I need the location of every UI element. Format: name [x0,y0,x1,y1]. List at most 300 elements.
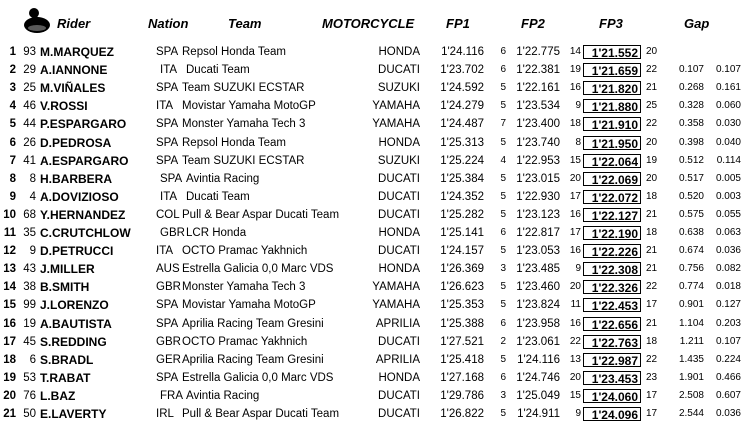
rider-number-cell: 43 [23,263,36,276]
position-cell: 17 [3,335,16,348]
rider-name-cell: H.BARBERA [40,171,112,186]
rider-name-cell: B.SMITH [40,280,90,295]
fp1-time-cell: 1'25.224 [440,154,484,167]
fp1-time-cell: 1'24.116 [441,46,484,58]
rider-number-cell: 53 [23,371,36,384]
header-fp3: FP3 [599,16,623,31]
rider-number-cell: 26 [23,136,36,149]
nation-cell: SPA [156,82,179,95]
fp2-time-cell: 1'23.460 [516,281,560,294]
table-row [0,333,745,351]
fp3-lap-cell: 20 [646,136,658,148]
fp1-time-cell: 1'25.353 [440,299,484,312]
fp1-time-cell: 1'27.521 [440,335,484,348]
fp1-time-cell: 1'25.282 [440,208,484,221]
position-cell: 9 [9,190,16,203]
fp3-lap-cell: 23 [646,371,658,383]
fp2-lap-cell: 18 [569,118,581,130]
nation-cell: SPA [156,154,179,167]
fp2-lap-cell: 15 [569,389,581,401]
table-row [0,170,745,188]
team-cell: Monster Yamaha Tech 3 [182,281,306,294]
fp3-lap-cell: 17 [646,299,658,311]
fp3-time-cell: 1'22.308 [583,262,641,276]
fp2-lap-cell: 19 [569,64,581,76]
fp3-lap-cell: 19 [646,154,658,166]
fp1-lap-cell: 5 [500,136,506,148]
position-cell: 2 [9,64,16,77]
motorcycle-cell: DUCATI [378,208,420,221]
header-fp1: FP1 [446,16,470,31]
fp2-time-cell: 1'24.116 [517,353,560,366]
position-cell: 20 [3,389,16,402]
fp1-lap-cell: 5 [500,408,506,419]
position-cell: 13 [3,263,16,276]
table-row [0,97,745,115]
fp3-time-cell: 1'22.226 [583,244,641,258]
nation-cell: COL [156,208,180,221]
fp3-lap-cell: 21 [646,263,658,275]
table-row [0,134,745,152]
table-row [0,296,745,314]
rider-number-cell: 29 [23,64,36,77]
rider-number-cell: 76 [23,389,36,402]
nation-cell: ITA [156,245,174,258]
motorcycle-cell: DUCATI [378,389,420,402]
fp3-time-cell: 1'21.880 [583,99,641,113]
gap-previous-cell: 0.161 [715,82,741,94]
gap-previous-cell: 0.466 [715,371,741,383]
nation-cell: ITA [160,190,178,203]
fp3-time-cell: 1'22.453 [583,298,641,312]
header-rider: Rider [57,16,91,31]
table-row [0,188,745,206]
gap-previous-cell: 0.107 [715,64,741,76]
motorcycle-cell: APRILIA [375,317,420,330]
table-row [0,224,745,242]
gap-previous-cell: 0.036 [715,245,741,257]
rider-name-cell: S.BRADL [40,352,94,367]
fp2-time-cell: 1'23.061 [516,335,560,348]
rider-number-cell: 35 [23,227,36,239]
gap-previous-cell: 0.127 [715,299,741,311]
nation-cell: GBR [156,335,181,348]
rider-name-cell: S.REDDING [40,334,107,349]
team-cell: Repsol Honda Team [182,46,286,58]
motorcycle-cell: YAMAHA [372,281,420,294]
fp1-lap-cell: 3 [500,389,506,401]
rider-name-cell: A.IANNONE [40,63,108,78]
rider-name-cell: E.LAVERTY [40,407,107,421]
motorcycle-cell: DUCATI [378,408,420,420]
nation-cell: IRL [156,408,174,420]
fp2-time-cell: 1'23.053 [516,245,560,258]
fp3-lap-cell: 20 [646,172,658,184]
fp2-lap-cell: 11 [570,299,581,311]
position-cell: 1 [9,46,16,58]
fp3-time-cell: 1'24.096 [583,407,641,421]
position-cell: 14 [3,281,16,294]
rider-name-cell: A.ESPARGARO [40,153,129,168]
gap-previous-cell: 0.607 [715,389,741,401]
team-cell: Aprilia Racing Team Gresini [182,353,324,366]
fp1-time-cell: 1'25.141 [440,227,484,239]
team-cell: Avintia Racing [186,389,260,402]
fp3-lap-cell: 17 [646,389,658,401]
team-cell: LCR Honda [186,227,247,239]
motorcycle-cell: DUCATI [378,245,420,258]
table-row [0,405,745,423]
fp1-lap-cell: 7 [500,118,506,130]
position-cell: 5 [9,118,16,131]
rider-name-cell: A.DOVIZIOSO [40,189,119,204]
fp3-lap-cell: 22 [646,118,658,130]
fp1-lap-cell: 3 [500,263,506,275]
fp2-lap-cell: 20 [569,172,581,184]
nation-cell: GBR [160,227,185,239]
fp3-time-cell: 1'22.763 [583,335,641,349]
fp1-lap-cell: 5 [500,245,506,257]
motorcycle-rider-icon [22,6,52,34]
table-row [0,387,745,405]
fp1-time-cell: 1'24.352 [440,190,484,203]
fp2-time-cell: 1'23.534 [516,100,560,113]
team-cell: Ducati Team [186,64,250,77]
fp1-lap-cell: 4 [500,154,506,166]
fp2-time-cell: 1'25.049 [516,389,560,402]
position-cell: 6 [9,136,16,149]
fp1-time-cell: 1'24.592 [440,82,484,95]
table-row [0,369,745,387]
fp2-lap-cell: 8 [575,136,581,148]
fp2-lap-cell: 16 [569,82,581,94]
gap-first-cell: 0.512 [678,154,704,166]
position-cell: 12 [3,245,16,258]
table-row [0,43,745,61]
motorcycle-cell: DUCATI [378,335,420,348]
fp2-lap-cell: 9 [575,100,581,112]
fp3-time-cell: 1'22.069 [583,172,641,186]
fp2-lap-cell: 17 [569,227,581,238]
rider-number-cell: 25 [23,82,36,95]
rider-number-cell: 46 [23,100,36,113]
fp1-lap-cell: 5 [500,190,506,202]
fp2-time-cell: 1'22.161 [516,82,560,95]
team-cell: Avintia Racing [186,172,260,185]
fp2-lap-cell: 15 [569,154,581,166]
table-row [0,115,745,133]
fp2-lap-cell: 9 [575,408,581,419]
header-nation: Nation [148,16,189,31]
table-row [0,278,745,296]
rider-name-cell: J.MILLER [40,262,95,277]
table-header [0,0,745,36]
fp2-time-cell: 1'23.958 [516,317,560,330]
fp1-time-cell: 1'26.623 [440,281,484,294]
fp3-lap-cell: 18 [646,227,658,238]
gap-first-cell: 2.544 [678,408,704,419]
gap-previous-cell: 0.055 [715,208,741,220]
fp2-time-cell: 1'23.123 [516,208,560,221]
rider-name-cell: P.ESPARGARO [40,117,127,132]
fp2-time-cell: 1'23.400 [516,118,560,131]
fp3-time-cell: 1'22.656 [583,317,641,331]
fp2-lap-cell: 22 [569,335,581,347]
motorcycle-cell: YAMAHA [372,299,420,312]
gap-first-cell: 0.575 [678,208,704,220]
fp1-lap-cell: 5 [500,353,506,365]
team-cell: Team SUZUKI ECSTAR [182,154,305,167]
gap-previous-cell: 0.003 [715,190,741,202]
gap-first-cell: 0.107 [678,64,704,76]
rider-name-cell: D.PETRUCCI [40,244,114,259]
fp1-time-cell: 1'26.822 [440,408,484,420]
nation-cell: AUS [156,263,180,276]
team-cell: Estrella Galicia 0,0 Marc VDS [182,263,334,276]
fp3-lap-cell: 22 [646,353,658,365]
fp3-lap-cell: 18 [646,335,658,347]
fp2-lap-cell: 16 [569,208,581,220]
fp3-time-cell: 1'21.552 [583,45,641,59]
gap-first-cell: 0.756 [678,263,704,275]
fp3-time-cell: 1'21.659 [583,63,641,77]
nation-cell: SPA [156,371,179,384]
gap-first-cell: 0.520 [678,190,704,202]
fp2-time-cell: 1'22.775 [516,46,560,58]
gap-first-cell: 1.901 [678,371,704,383]
gap-previous-cell: 0.082 [715,263,741,275]
table-row [0,152,745,170]
gap-first-cell: 0.674 [678,245,704,257]
fp1-time-cell: 1'29.786 [440,389,484,402]
gap-first-cell: 1.104 [678,317,704,329]
fp2-lap-cell: 14 [569,46,581,57]
rider-number-cell: 68 [23,208,36,221]
table-row [0,61,745,79]
fp3-time-cell: 1'22.326 [583,280,641,294]
fp3-time-cell: 1'21.950 [583,136,641,150]
fp2-lap-cell: 20 [569,371,581,383]
rider-name-cell: V.ROSSI [40,99,88,114]
fp1-lap-cell: 5 [500,100,506,112]
fp1-lap-cell: 5 [500,281,506,293]
fp3-lap-cell: 21 [646,208,658,220]
team-cell: Movistar Yamaha MotoGP [182,100,316,113]
fp2-time-cell: 1'22.930 [516,190,560,203]
nation-cell: ITA [160,64,178,77]
team-cell: Repsol Honda Team [182,136,286,149]
fp2-lap-cell: 9 [575,263,581,275]
motorcycle-cell: HONDA [378,263,420,276]
nation-cell: FRA [160,389,183,402]
nation-cell: ITA [156,100,174,113]
fp1-time-cell: 1'25.388 [440,317,484,330]
rider-number-cell: 99 [23,299,36,312]
position-cell: 18 [3,353,16,366]
fp1-time-cell: 1'25.384 [440,172,484,185]
table-row [0,260,745,278]
nation-cell: SPA [156,136,179,149]
gap-first-cell: 0.268 [678,82,704,94]
rider-name-cell: M.VIÑALES [40,81,106,96]
position-cell: 11 [3,227,16,239]
rider-number-cell: 8 [29,172,36,185]
gap-first-cell: 1.435 [678,353,704,365]
gap-first-cell: 0.774 [678,281,704,293]
rider-name-cell: D.PEDROSA [40,135,112,150]
gap-previous-cell: 0.107 [715,335,741,347]
gap-first-cell: 0.358 [678,118,704,130]
fp1-time-cell: 1'25.313 [440,136,484,149]
gap-first-cell: 2.508 [678,389,704,401]
fp1-time-cell: 1'24.279 [440,100,484,113]
fp1-time-cell: 1'25.418 [440,353,484,366]
gap-first-cell: 1.211 [679,335,704,347]
fp2-time-cell: 1'22.381 [516,64,560,77]
fp2-time-cell: 1'23.485 [516,263,560,276]
rider-name-cell: T.RABAT [40,370,91,385]
nation-cell: SPA [156,46,179,58]
fp1-lap-cell: 5 [500,82,506,94]
gap-first-cell: 0.638 [678,227,704,238]
rider-name-cell: L.BAZ [40,388,76,403]
fp3-lap-cell: 21 [646,82,658,94]
fp1-time-cell: 1'23.702 [440,64,484,77]
gap-previous-cell: 0.203 [715,317,741,329]
fp2-lap-cell: 20 [569,281,581,293]
fp2-time-cell: 1'23.740 [516,136,560,149]
fp1-lap-cell: 6 [500,371,506,383]
fp3-time-cell: 1'24.060 [583,389,641,403]
gap-previous-cell: 0.224 [715,353,741,365]
fp2-time-cell: 1'24.746 [516,371,560,384]
fp1-lap-cell: 6 [500,227,506,238]
rider-number-cell: 50 [23,408,36,420]
fp1-lap-cell: 5 [500,299,506,311]
motorcycle-cell: DUCATI [378,190,420,203]
fp3-time-cell: 1'22.987 [583,353,641,367]
header-motorcycle: MOTORCYCLE [322,16,415,31]
rider-number-cell: 45 [23,335,36,348]
rider-number-cell: 93 [23,46,36,58]
rider-number-cell: 19 [23,317,36,330]
team-cell: Aprilia Racing Team Gresini [182,317,324,330]
motorcycle-cell: HONDA [378,46,420,58]
rider-name-cell: C.CRUTCHLOW [40,226,131,240]
fp2-time-cell: 1'23.824 [516,299,560,312]
fp3-time-cell: 1'21.820 [583,81,641,95]
fp3-lap-cell: 21 [646,317,658,329]
table-row [0,351,745,369]
gap-first-cell: 0.398 [678,136,704,148]
fp3-lap-cell: 17 [646,408,658,419]
rider-number-cell: 41 [23,154,36,167]
motorcycle-cell: DUCATI [378,172,420,185]
motorcycle-cell: YAMAHA [372,118,420,131]
fp3-time-cell: 1'22.072 [583,190,641,204]
header-gap: Gap [684,16,710,31]
fp2-time-cell: 1'22.817 [516,227,560,239]
fp3-time-cell: 1'22.064 [583,154,641,168]
fp2-lap-cell: 13 [569,353,581,365]
team-cell: Monster Yamaha Tech 3 [182,118,306,131]
fp3-time-cell: 1'21.910 [583,117,641,131]
nation-cell: SPA [156,299,179,312]
motorcycle-cell: SUZUKI [377,154,420,167]
fp3-time-cell: 1'22.127 [583,208,641,222]
motorcycle-cell: HONDA [378,136,420,149]
motorcycle-cell: HONDA [378,371,420,384]
fp1-lap-cell: 5 [500,208,506,220]
fp3-lap-cell: 18 [646,190,658,202]
fp2-lap-cell: 16 [569,245,581,257]
fp3-time-cell: 1'23.453 [583,371,641,385]
header-fp2: FP2 [521,16,545,31]
fp3-lap-cell: 21 [646,245,658,257]
rider-name-cell: M.MARQUEZ [40,45,114,59]
fp3-lap-cell: 20 [646,46,658,57]
team-cell: Movistar Yamaha MotoGP [182,299,316,312]
nation-cell: GBR [156,281,181,294]
table-row [0,79,745,97]
table-row [0,206,745,224]
gap-previous-cell: 0.063 [715,227,741,238]
header-team: Team [228,16,262,31]
nation-cell: GER [156,353,181,366]
fp2-lap-cell: 16 [569,317,581,329]
team-cell: OCTO Pramac Yakhnich [182,245,308,258]
position-cell: 10 [3,208,16,221]
fp1-time-cell: 1'26.369 [440,263,484,276]
fp3-time-cell: 1'22.190 [583,226,641,240]
team-cell: OCTO Pramac Yakhnich [182,335,308,348]
fp3-lap-cell: 25 [646,100,658,112]
fp3-lap-cell: 22 [646,281,658,293]
fp1-time-cell: 1'27.168 [440,371,484,384]
fp2-time-cell: 1'23.015 [516,172,560,185]
fp1-lap-cell: 6 [500,46,506,57]
motorcycle-cell: SUZUKI [377,82,420,95]
fp1-lap-cell: 5 [500,172,506,184]
motorcycle-cell: YAMAHA [372,100,420,113]
motorcycle-cell: APRILIA [375,353,420,366]
rider-name-cell: Y.HERNANDEZ [40,207,126,222]
fp1-lap-cell: 2 [500,335,506,347]
position-cell: 8 [9,172,16,185]
table-row [0,315,745,333]
rider-name-cell: J.LORENZO [40,298,109,313]
gap-previous-cell: 0.005 [715,172,741,184]
rider-number-cell: 38 [23,281,36,294]
position-cell: 4 [9,100,16,113]
fp2-time-cell: 1'22.953 [516,154,560,167]
team-cell: Pull & Bear Aspar Ducati Team [182,408,340,420]
position-cell: 16 [3,317,16,330]
fp1-time-cell: 1'24.487 [440,118,484,131]
table-row [0,242,745,260]
gap-previous-cell: 0.060 [715,100,741,112]
team-cell: Team SUZUKI ECSTAR [182,82,305,95]
rider-number-cell: 4 [29,190,36,203]
fp1-lap-cell: 6 [500,317,506,329]
gap-first-cell: 0.901 [678,299,704,311]
team-cell: Pull & Bear Aspar Ducati Team [182,208,340,221]
position-cell: 21 [3,408,16,420]
position-cell: 19 [3,371,16,384]
team-cell: Estrella Galicia 0,0 Marc VDS [182,371,334,384]
nation-cell: SPA [156,118,179,131]
motorcycle-cell: HONDA [378,227,420,239]
